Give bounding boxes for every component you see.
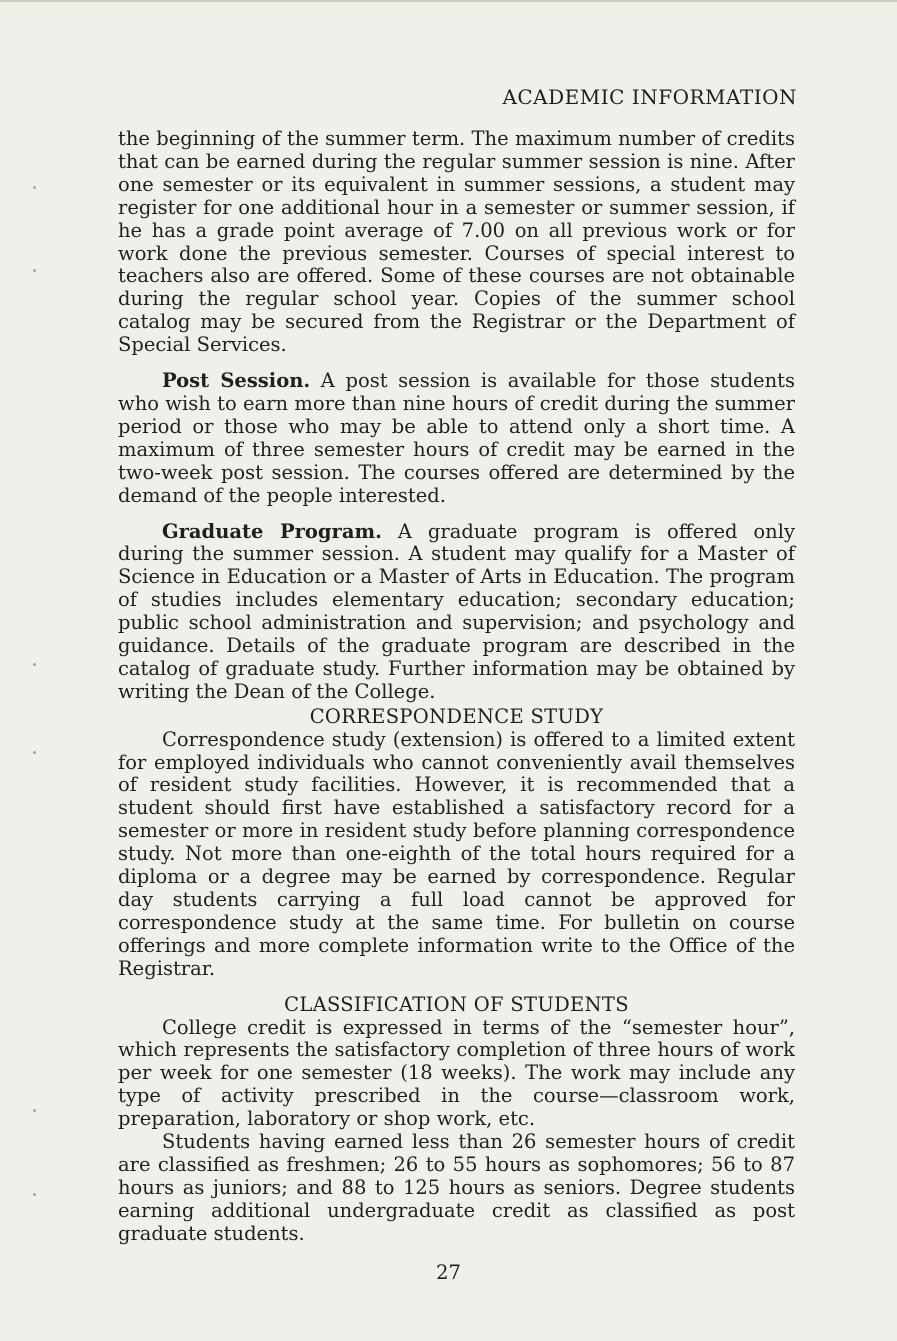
classification-paragraph-2: Students having earned less than 26 semester hours of credit are classified as freshmen; 26 to 55 hours as sophomores; 56 to 87 hours as juniors; and 88 to 125 hours as seniors. Degree students earning additional undergraduate credit as classified as post graduate students. — [118, 1130, 795, 1245]
page-body — [118, 128, 795, 1246]
running-header: ACADEMIC INFORMATION — [502, 85, 797, 109]
scan-speck — [33, 1193, 36, 1196]
scan-speck — [33, 1109, 36, 1112]
summer-session-paragraph: the beginning of the summer term. The maximum number of credits that can be earned during the regular summer session is nine. After one semester or its equivalent in summer sessions, a student may register for one additional hour in a semester or summer session, if he has a grade point average of 7.00 on all previous work or for work done the previous semester. Courses of special interest to teachers also are offered. Some of these courses are not obtainable during the regular school year. Copies of the summer school catalog may be secured from the Registrar or the Department of Special Services. — [118, 127, 795, 357]
graduate-program-paragraph — [118, 521, 795, 704]
graduate-program-text: A graduate program is offered only during the summer session. A student may qualify for a Master of Science in Education or a Master of Arts in Education. The program of studies includes elementary education; secondary education; public school administration and supervision; and psychology and guidance. Details of the graduate program are described in the catalog of graduate study. Further information may be obtained by writing the Dean of the College. — [118, 519, 795, 703]
post-session-paragraph — [118, 370, 795, 507]
post-session-text: A post session is available for those students who wish to earn more than nine hours of credit during the summer period or those who may be able to attend only a short time. A maximum of three semester hours of credit may be earned in the two-week post session. The courses offered are determined by the demand of the people interested. — [118, 369, 795, 507]
correspondence-study-paragraph: Correspondence study (extension) is offered to a limited extent for employed individuals who cannot conveniently avail themselves of resident study facilities. However, it is recommended that a student should first have established a satisfactory record for a semester or more in resident study before planning correspondence study. Not more than one-eighth of the total hours required for a diploma or a degree may be earned by correspondence. Regular day students carrying a full load cannot be approved for correspondence study at the same time. For bulletin on course offerings and more complete information write to the Office of the Registrar. — [118, 727, 795, 980]
scan-speck — [33, 663, 36, 666]
correspondence-study-heading: CORRESPONDENCE STUDY — [309, 704, 604, 728]
classification-paragraph-1: College credit is expressed in terms of the “semester hour”, which represents the satisfactory completion of three hours of work per week for one semester (18 weeks). The work may include any type of activity prescribed in the course—classroom work, preparation, laboratory or shop work, etc. — [118, 1015, 795, 1131]
scan-speck — [33, 269, 36, 272]
graduate-program-title: Graduate Program. — [162, 519, 382, 543]
scan-speck — [33, 751, 36, 754]
post-session-title: Post Session. — [162, 369, 311, 393]
classification-heading: CLASSIFICATION OF STUDENTS — [284, 992, 629, 1016]
page-number: 27 — [436, 1261, 461, 1284]
page-top-edge — [0, 0, 897, 2]
scan-speck — [33, 186, 36, 189]
